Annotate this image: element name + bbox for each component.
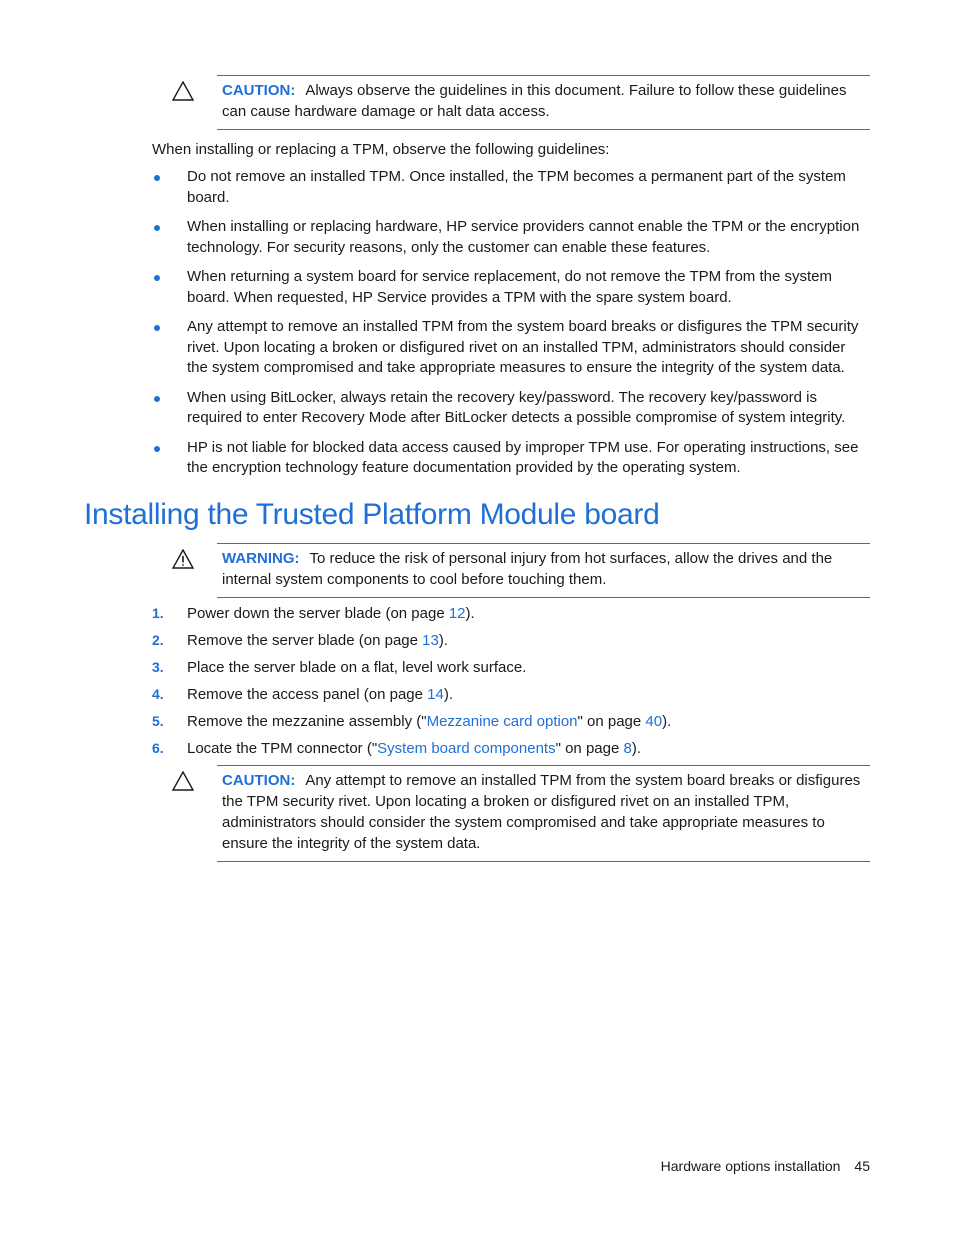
caution-text: Always observe the guidelines in this document. Failure to follow these guidelines can cause hardware damage or halt data access. bbox=[222, 82, 847, 120]
list-item bbox=[152, 438, 870, 479]
bullet-icon bbox=[154, 225, 160, 231]
step-text-middle: " on page bbox=[555, 740, 624, 757]
footer-section: Hardware options installation bbox=[660, 1158, 841, 1174]
guidelines-list bbox=[152, 167, 870, 488]
caution-triangle-icon bbox=[172, 81, 194, 101]
page-link[interactable]: 12 bbox=[448, 605, 466, 622]
bullet-icon bbox=[154, 175, 160, 181]
list-item-text: When installing or replacing hardware, HP service providers cannot enable the TPM or the encryption technology. For security reasons, only the customer can enable these features. bbox=[187, 218, 860, 256]
page-link[interactable]: 14 bbox=[427, 686, 444, 703]
step-text-end: ). bbox=[438, 632, 448, 649]
warning-exclamation-triangle-icon bbox=[172, 549, 194, 569]
caution-box bbox=[217, 75, 870, 130]
bullet-icon bbox=[154, 325, 160, 331]
list-item-text: HP is not liable for blocked data access caused by improper TPM use. For operating instructions, see the encryption technology feature documentation provided by the operating system. bbox=[187, 438, 859, 476]
page-link[interactable]: 40 bbox=[645, 713, 663, 730]
step-number: 6. bbox=[152, 740, 164, 756]
caution-label: CAUTION: bbox=[222, 82, 296, 99]
bullet-icon bbox=[154, 446, 160, 452]
step-item bbox=[152, 684, 870, 705]
step-text-end: ). bbox=[662, 713, 672, 730]
page-link[interactable]: 8 bbox=[623, 740, 632, 757]
step-text-middle: " on page bbox=[577, 713, 646, 730]
step-text: Remove the mezzanine assembly (" bbox=[187, 713, 427, 730]
step-text-end: ). bbox=[631, 740, 641, 757]
list-item-text: When using BitLocker, always retain the recovery key/password. The recovery key/password is required to enter Recovery Mode after BitLocker detects a possible compromise of system integrity. bbox=[187, 388, 846, 426]
step-text: Locate the TPM connector (" bbox=[187, 740, 378, 757]
step-number: 2. bbox=[152, 632, 164, 648]
caution-box bbox=[217, 765, 870, 862]
step-text: Power down the server blade (on page bbox=[187, 605, 449, 622]
step-item bbox=[152, 603, 870, 624]
step-number: 4. bbox=[152, 686, 164, 702]
bullet-icon bbox=[154, 275, 160, 281]
step-number: 5. bbox=[152, 713, 164, 729]
list-item bbox=[152, 167, 870, 208]
page-footer bbox=[661, 1158, 870, 1174]
caution-label: CAUTION: bbox=[222, 772, 296, 789]
step-text: Place the server blade on a flat, level work surface. bbox=[187, 659, 527, 676]
warning-label: WARNING: bbox=[222, 550, 300, 567]
list-item bbox=[152, 217, 870, 258]
page-number: 45 bbox=[854, 1158, 870, 1174]
section-link[interactable]: Mezzanine card option bbox=[426, 713, 578, 730]
step-item bbox=[152, 630, 870, 651]
installation-steps bbox=[152, 603, 870, 765]
step-item bbox=[152, 711, 870, 732]
caution-notice-bottom bbox=[152, 765, 870, 862]
step-item bbox=[152, 657, 870, 678]
page-link[interactable]: 13 bbox=[422, 632, 439, 649]
step-text-end: ). bbox=[443, 686, 454, 703]
step-text: Remove the server blade (on page bbox=[187, 632, 423, 649]
bullet-icon bbox=[154, 396, 160, 402]
warning-notice bbox=[152, 543, 870, 598]
list-item-text: Any attempt to remove an installed TPM from the system board breaks or disfigures the TPM security rivet. Upon locating a broken or disfigured rivet on an installed TPM, administrators should consider the system compromised and take appropriate measures to ensure the integrity of the system data. bbox=[187, 318, 859, 376]
caution-notice-top bbox=[152, 75, 870, 130]
section-title: Installing the Trusted Platform Module board bbox=[84, 498, 660, 531]
list-item bbox=[152, 267, 870, 308]
caution-triangle-icon bbox=[172, 771, 194, 791]
list-item-text: Do not remove an installed TPM. Once installed, the TPM becomes a permanent part of the system board. bbox=[187, 168, 846, 206]
step-number: 3. bbox=[152, 659, 164, 675]
step-item bbox=[152, 738, 870, 759]
step-number: 1. bbox=[152, 605, 164, 621]
caution-text: Any attempt to remove an installed TPM from the system board breaks or disfigures the TPM security rivet. Upon locating a broken or disfigured rivet on an installed TPM, administrators should consider the system compromised and take appropriate measures to ensure the integrity of the system data. bbox=[222, 772, 861, 852]
guidelines-intro: When installing or replacing a TPM, observe the following guidelines: bbox=[152, 141, 610, 158]
list-item bbox=[152, 317, 870, 379]
warning-text: To reduce the risk of personal injury from hot surfaces, allow the drives and the internal system components to cool before touching them. bbox=[222, 550, 833, 588]
list-item-text: When returning a system board for service replacement, do not remove the TPM from the system board. When requested, HP Service provides a TPM with the spare system board. bbox=[187, 268, 832, 306]
warning-box bbox=[217, 543, 870, 598]
step-text-end: ). bbox=[465, 605, 475, 622]
list-item bbox=[152, 388, 870, 429]
section-link[interactable]: System board components bbox=[377, 740, 556, 757]
step-text: Remove the access panel (on page bbox=[187, 686, 428, 703]
